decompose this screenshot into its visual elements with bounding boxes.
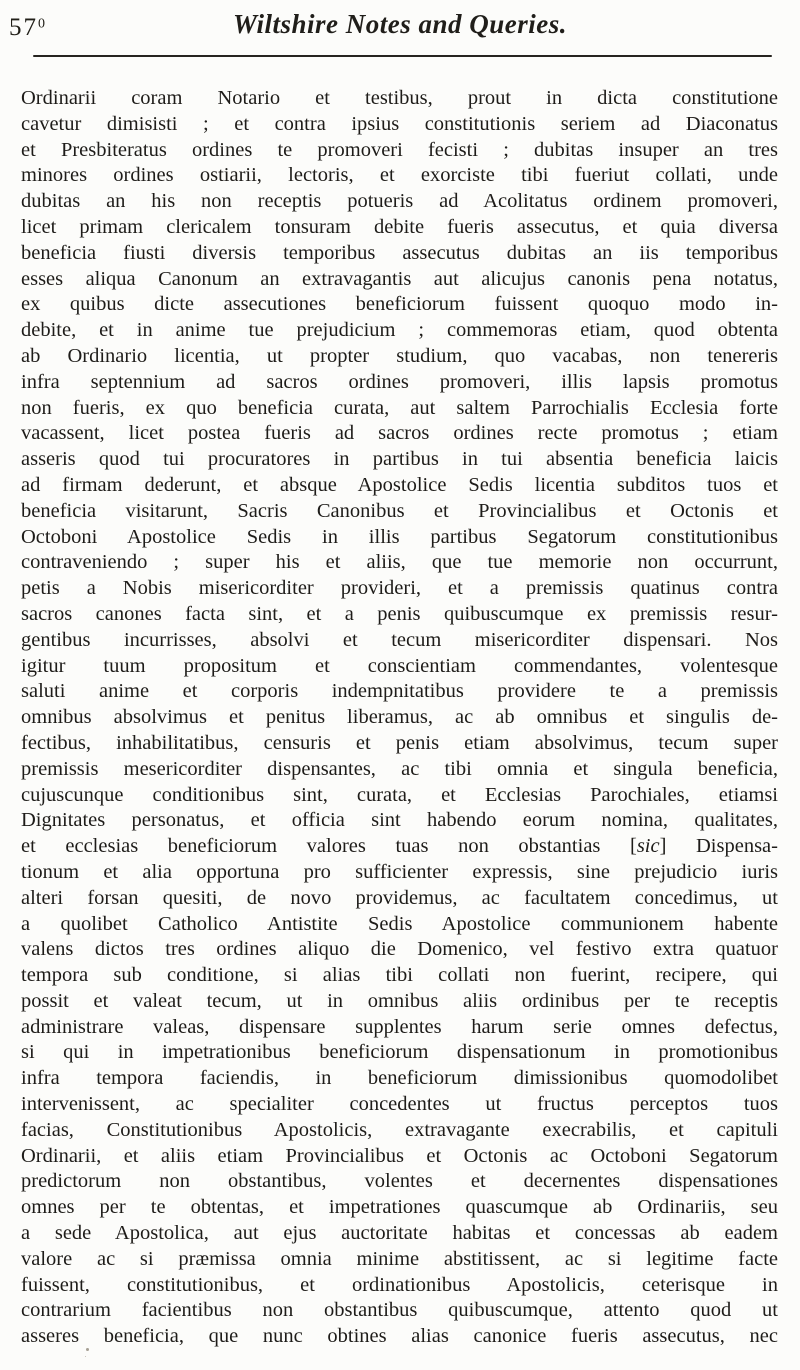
text-line: ex quibus dicte assecutiones beneficiorum fuissent quoquo modo in- [21,293,778,316]
text-line: Octoboni Apostolice Sedis in illis partibus Segatorum constitutionibus [21,525,778,548]
text-line: a sede Apostolica, aut ejus auctoritate habitas et concessas ab eadem [21,1222,778,1245]
journal-title: Wiltshire Notes and Queries. [232,9,568,39]
text-line: omnibus absolvimus et penitus liberamus, ac ab omnibus et singulis de- [21,706,778,729]
text-line: Ordinarii, et aliis etiam Provincialibus et Octonis ac Octoboni Segatorum [21,1144,778,1167]
page-number-oldstyle-zero: 0 [38,16,45,32]
text-line: et Presbiteratus ordines te promoveri fecisti ; dubitas insuper an tres [21,138,778,161]
text-line: si qui in impetrationibus beneficiorum dispensationum in promotionibus [21,1041,778,1064]
text-line: non fueris, ex quo beneficia curata, aut saltem Parrochialis Ecclesia forte [21,396,778,419]
text-line: minores ordines ostiarii, lectoris, et exorciste tibi fueriut collati, unde [21,164,778,187]
text-line: dubitas an his non receptis potueris ad Acolitatus ordinem promoveri, [21,190,778,213]
text-line: debite, et in anime tue prejudicium ; commemoras etiam, quod obtenta [21,319,778,342]
text-line: saluti anime et corporis indempnitatibus providere te a premissis [21,680,778,703]
text-line: contraveniendo ; super his et aliis, que tue memorie non occurrunt, [21,551,778,574]
text-line: fuissent, constitutionibus, et ordinationibus Apostolicis, ceterisque in [21,1273,778,1296]
text-line: alteri forsan quesiti, de novo providemus, ac facultatem concedimus, ut [21,886,778,909]
text-line: a quolibet Catholico Antistite Sedis Apostolice communionem habente [21,912,778,935]
page-body [21,86,778,1350]
header-rule [33,55,772,57]
sic-annotation: sic [636,835,660,858]
text-line: sacros canones facta sint, et a penis quibuscumque ex premissis resur- [21,602,778,625]
text-line: cavetur dimisisti ; et contra ipsius constitutionis seriem ad Diaconatus [21,112,778,135]
text-line: contrarium facientibus non obstantibus quibuscumque, attento quod ut [21,1299,778,1322]
text-line: ad firmam dederunt, et absque Apostolice Sedis licentia subditos tuos et [21,473,778,496]
page-number-digits: 57 [9,14,38,41]
scan-speck [86,1348,89,1351]
page-header [0,8,800,50]
text-line: possit et valeat tecum, ut in omnibus aliis ordinibus per te receptis [21,989,778,1012]
text-segment: et ecclesias beneficiorum valores tuas non obstantias [ [21,835,637,858]
text-line: asseris quod tui procuratores in partibus in tui absentia beneficia laicis [21,448,778,471]
text-line: Dignitates personatus, et officia sint habendo eorum nomina, qualitates, [21,809,778,832]
text-line: infra tempora faciendis, in beneficiorum dimissionibus quomodolibet [21,1067,778,1090]
text-line: premissis mesericorditer dispensantes, ac tibi omnia et singula beneficia, [21,757,778,780]
text-line: asseres beneficia, que nunc obtines alias canonice fueris assecutus, nec [21,1325,778,1348]
text-line-with-sic [21,834,778,860]
text-line: beneficia visitarunt, Sacris Canonibus et Provincialibus et Octonis et [21,499,778,522]
text-line: tempora sub conditione, si alias tibi collati non fuerint, recipere, qui [21,964,778,987]
text-segment: ] Dispensa- [659,835,778,858]
text-line: infra septennium ad sacros ordines promoveri, illis lapsis promotus [21,370,778,393]
text-line: cujuscunque conditionibus sint, curata, et Ecclesias Parochiales, etiamsi [21,783,778,806]
text-line: intervenissent, ac specialiter concedentes ut fructus perceptos tuos [21,1093,778,1116]
text-line: administrare valeas, dispensare supplentes harum serie omnes defectus, [21,1015,778,1038]
text-line: tionum et alia opportuna pro sufficienter expressis, sine prejudicio iuris [21,860,778,883]
text-line: petis a Nobis misericorditer provideri, et a premissis quatinus contra [21,577,778,600]
text-line: licet primam clericalem tonsuram debite fueris assecutus, et quia diversa [21,215,778,238]
text-line: Ordinarii coram Notario et testibus, prout in dicta constitutione [21,87,778,109]
text-line: vacassent, licet postea fueris ad sacros ordines recte promotus ; etiam [21,422,778,445]
text-line: facias, Constitutionibus Apostolicis, extravagante execrabilis, et capituli [21,1118,778,1141]
text-line: predictorum non obstantibus, volentes et decernentes dispensationes [21,1170,778,1193]
text-line: esses aliqua Canonum an extravagantis aut alicujus canonis pena notatus, [21,267,778,290]
text-line: beneficia fiusti diversis temporibus assecutus dubitas an iis temporibus [21,241,778,264]
text-line: valore ac si præmissa omnia minime abstitissent, ac si legitime facte [21,1247,778,1270]
text-line: valens dictos tres ordines aliquo die Domenico, vel festivo extra quatuor [21,938,778,961]
text-line: fectibus, inhabilitatibus, censuris et penis etiam absolvimus, tecum super [21,731,778,754]
text-line: ab Ordinario licentia, ut propter studium, quo vacabas, non tenereris [21,344,778,367]
text-line: igitur tuum propositum et conscientiam commendantes, volentesque [21,654,778,677]
text-line: omnes per te obtentas, et impetrationes quascumque ab Ordinariis, seu [21,1196,778,1219]
text-line: gentibus incurrisses, absolvi et tecum misericorditer dispensari. Nos [21,628,778,651]
